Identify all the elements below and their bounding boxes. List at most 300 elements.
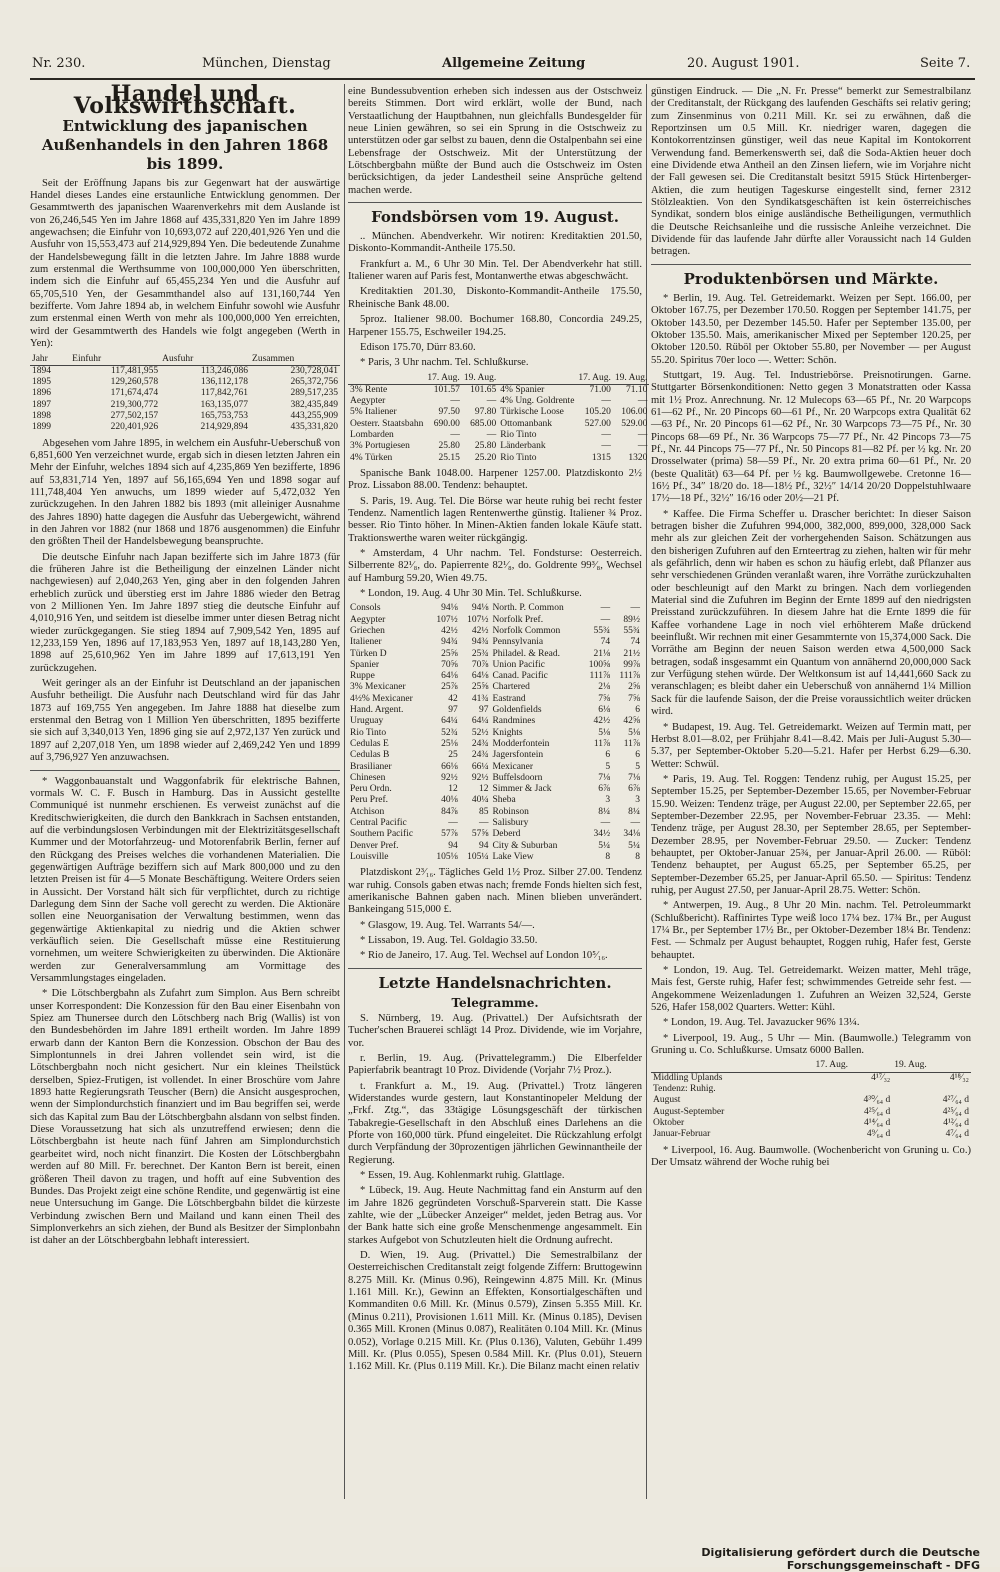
table-cell: — <box>601 441 611 452</box>
table-cell: — <box>486 396 497 407</box>
table-row <box>348 705 642 716</box>
table-header: 19. Aug. <box>614 372 648 383</box>
table-cell: 97.80 <box>474 407 497 418</box>
table-cell: Cedulas E <box>350 738 389 749</box>
table-cell: 94 <box>478 840 489 851</box>
paragraph: * Glasgow, 19. Aug. Tel. Warrants 54/—. <box>360 919 535 931</box>
column-2 <box>348 86 648 1496</box>
table-row <box>348 660 642 671</box>
table-cell: 4% Ung. Goldrente <box>500 396 575 407</box>
table-cell: 74 <box>630 637 640 648</box>
table-header: 17. Aug. <box>813 1060 892 1072</box>
table-cell: 25 <box>448 750 458 761</box>
table-cell: 94⅛ <box>441 603 458 614</box>
table-cell: 24¾ <box>471 738 489 749</box>
table-cell: Türkische Loose <box>500 407 564 418</box>
header-date: 20. August 1901. <box>687 56 800 71</box>
table-cell: 5 <box>635 761 640 772</box>
table-cell: 57⅝ <box>471 829 489 840</box>
table-cell: 92½ <box>441 772 458 783</box>
table-cell: — <box>450 396 460 407</box>
table-cell: 52¾ <box>441 727 458 738</box>
table-cell: 84⅞ <box>441 806 458 817</box>
table-cell: 11⅞ <box>593 738 611 749</box>
table-cell: 171,674,474 <box>110 388 159 399</box>
divider <box>348 968 642 969</box>
table-cell: — <box>600 614 611 625</box>
table-cell: Januar-Februar <box>653 1129 711 1140</box>
table-cell: 382,435,849 <box>290 399 338 410</box>
table-cell: 5⅛ <box>598 727 611 738</box>
table-cell: 42 <box>448 693 458 704</box>
paragraph: Kreditaktien 201.30, Diskonto-Kommandit-Antheile 175.50, Rheinische Bank 48.00. <box>348 286 642 310</box>
table-cell: 219,300,772 <box>110 399 159 410</box>
table-cell: 6⅛ <box>598 705 611 716</box>
paragraph: günstigen Eindruck. — Die „N. Fr. Presse“ bemerkt zur Semestralbilanz der Creditanstalt, der Rückgang des laufenden Geschäfts sei relativ gering; zum Zinsenminus von 0.211 Mill. Kr. sei zu erwähnen, daß die Reportzinsen um 0.5 Mill. Kr. niedriger waren, dagegen die Kontokorrentzinsen günstiger, weil das neue Kapital im Kontokorrent Verwendung fand. Bemerkenswerth sei, daß die Soda-Aktien heuer doch eine Dividende etwa Antheil an den Zinsen liefern, wie im Vorjahre nicht der Fall gewesen sei. Die Creditanstalt besitzt 5915 Stück Hirtenberger-Aktien, die zum heutigen Tageskurse eingestellt sind, ferner 2312 Stölzleaktien. Von den Syndikatsgeschäften ist kein österreichisches Syndikat, sondern blos einige ausländische Betheiligungen, vermuthlich die Deutsche Reichsanleihe und die russische Anleihe verzeichnet. Die Dividende für das laufende Jahr dürfte aller Voraussicht nach 14 Gulden betragen. <box>651 86 971 258</box>
table-cell: 1320 <box>628 452 648 463</box>
paragraph: t. Frankfurt a. M., 19. Aug. (Privattel.) Trotz längeren Widerstandes wurde gestern, laut Konstantinopeler Meldung der „Frkf. Ztg.“, das 33tägige Lösungsgeschäft der türkischen Tabakregie-Gesellschaft in den Abschluß eines Darlehens an die Pforte von 160,000 türk. Pfund eingeleitet. Die Rückzahlung erfolgt durch Verpfändung der 30prozentigen jährlichen Gewinnantheile der Regierung. <box>348 1080 642 1166</box>
table-cell: 4% Türken <box>350 452 393 463</box>
paragraph: .. München. Abendverkehr. Wir notiren: Kreditaktien 201.50, Diskonto-Kommandit-Antheile 175.50. <box>348 231 642 255</box>
table-cell: 3 <box>605 795 611 806</box>
table-header: Einfuhr <box>70 354 160 366</box>
paragraph: * Rio de Janeiro, 17. Aug. Tel. Wechsel auf London 10⁵⁄₁₆. <box>360 950 608 962</box>
table-cell: 111⅞ <box>589 671 611 682</box>
table-header: 17. Aug. <box>427 372 460 383</box>
table-cell: 3% Rente <box>350 384 388 395</box>
table-cell: Chartered <box>492 682 530 693</box>
table-cell: 4¹⁸⁄₃₂ <box>949 1072 969 1083</box>
table-cell: 12 <box>478 784 489 795</box>
table-cell: 100⅝ <box>588 659 611 670</box>
table-cell: Ottomanbank <box>500 418 552 429</box>
table-cell: — <box>637 430 648 441</box>
paragraph: * Liverpool, 16. Aug. Baumwolle. (Wochenbericht von Gruning u. Co.) Der Umsatz während der Woche ruhig bei <box>651 1144 971 1168</box>
subheading: * Paris, 3 Uhr nachm. Tel. Schlußkurse. <box>360 357 529 369</box>
table-cell: Griechen <box>350 625 385 636</box>
table-cell: 214,929,894 <box>200 422 249 433</box>
table-cell: Atchison <box>350 806 385 817</box>
table-header: 19. Aug. <box>892 1060 971 1072</box>
table-cell: 101.65 <box>470 384 497 395</box>
table-cell: 11⅞ <box>623 738 640 749</box>
table-cell: Brasilianer <box>350 761 392 772</box>
table-header: 17. Aug. <box>578 372 611 383</box>
table-row <box>348 739 642 750</box>
paragraph: Stuttgart, 19. Aug. Tel. Industriebörse. Preisnotirungen. Garne. Stuttgarter Börsenkonditionen: Netto gegen 3 Monatstratten oder Kassa mit 1½ Proz. Anrechnung. Nr. 12 Mulecops 63—65 Pf., Nr. 20 Warpcops 61—62 Pf., Nr. 20 Pincops 60—61 Pf., Nr. 20 Warpcops extra Qualität 62—63 Pf., Nr. 20 Pincops 61—62 Pf., Nr. 30 Warpcops 73—75 Pf., Nr. 30 Pincops 68—69 Pf., Nr. 36 Warpcops 75—77 Pf., Nr. 42 Pincops 73—75 Pf., Nr. 44 Pincops 75—77 Pf., Nr. 50 Pincops 81—82 Pf. per ½ kg. Nr. 20 Drosselwater (prima) 58—59 Pf., Nr. 20 extra prima 60—61 Pf., Nr. 20 (beste Qualität) 63—64 Pf. per ½ kg. Baumwollgewebe. Cretonne 16—16½ Pf., 34″ 18/20 do. 18—18½ Pf., 32½″ 14/14 20/20 Doppelstuhlwaare 17½—18 Pf., 32½″ 16/16 oder 20½—21 Pf. <box>651 369 971 505</box>
paragraph: Seit der Eröffnung Japans bis zur Gegenwart hat der auswärtige Handel dieses Landes eine erstaunliche Entwicklung genommen. Der Gesammtwerth des japanischen Waarenverkehrs mit dem Auslande ist von 26,246,545 Yen im Jahre 1868 auf 435,331,820 Yen im Jahre 1899 angewachsen; die Einfuhr von 10,693,072 auf 220,401,926 Yen und die Ausfuhr von 15,553,473 auf 214,929,894 Yen. Die bedeutende Zunahme der Handelsbewegung fällt in die letzten Jahre. Im Jahre 1888 wurde zum erstenmal die Werthsumme von 100,000,000 Yen überschritten, indem sich die Einfuhr auf 65,455,234 Yen und die Ausfuhr auf 65,705,510 Yen, der Gesammthandel also auf 131,160,744 Yen bezifferte. Vom Jahre 1894 ab, in welchem Einfuhr sowohl wie Ausfuhr zum erstenmal einen Werth von mehr als 100,000,000 Yen erreichten, wird der Gesammtwerth des Handels wie folgt angegeben (Werth in Yen): <box>30 177 340 350</box>
table-cell: Knights <box>492 727 523 738</box>
table-cell: 107½ <box>436 614 458 625</box>
paragraph: Abgesehen vom Jahre 1895, in welchem ein Ausfuhr-Ueberschuß von 6,851,600 Yen verzeichnet wurde, ergab sich in diesen letzten Jahren ein Mehr der Einfuhr, welches 1894 sich auf 4,235,869 Yen bezifferte, 1896 auf 53,831,714 Yen, 1897 auf 56,165,694 Yen und 1898 sogar auf 111,748,404 Yen anwuchs, um 1899 wieder auf 5,472,032 Yen zurückzugehen. In den Jahren 1882 bis 1893 (mit alleiniger Ausnahme des Jahres 1890) hatte dagegen die Ausfuhr das Uebergewicht, während in den Jahren vor 1882 (nur 1868 und 1876 ausgenommen) die Einfuhr den größten Theil der Handelsbewegung beanspruchte. <box>30 437 340 548</box>
table-header: Zusammen <box>250 354 340 366</box>
table-cell: 64¼ <box>471 716 489 727</box>
table-cell: 25.15 <box>438 452 460 463</box>
table-cell: 5⅛ <box>628 727 640 738</box>
table-cell: Cedulas B <box>350 750 390 761</box>
table-cell: 25.80 <box>474 441 497 452</box>
table-cell: Deberd <box>492 829 521 840</box>
table-row <box>348 795 642 806</box>
table-cell: 111⅞ <box>619 671 640 682</box>
table-cell: Türken D <box>350 648 387 659</box>
table-cell: 6 <box>635 705 640 716</box>
table-cell: 24¾ <box>471 750 489 761</box>
table-cell: 117,481,955 <box>110 365 159 376</box>
table-cell: 89½ <box>623 614 640 625</box>
table-cell: 105⅛ <box>436 851 458 862</box>
table-row <box>651 1095 971 1106</box>
table-cell: 3 <box>635 795 640 806</box>
paragraph: * Liverpool, 19. Aug., 5 Uhr — Min. (Baumwolle.) Telegramm von Gruning u. Co. Schlußkurse. Umsatz 6000 Ballen. <box>651 1032 971 1057</box>
column-1 <box>30 81 340 1496</box>
table-row <box>348 784 642 795</box>
table-cell: 97 <box>448 705 458 716</box>
table-header-row <box>651 1060 971 1072</box>
table-cell: 1315 <box>591 452 611 463</box>
table-cell: 71.10 <box>625 384 648 395</box>
table-cell: 94 <box>448 840 458 851</box>
paragraph: Platzdiskont 2³⁄₁₆. Tägliches Geld 1½ Proz. Silber 27.00. Tendenz war ruhig. Consols gaben etwas nach; fremde Fonds hielten sich fest, amerikanische Bahnen gaben nach. Minen blieben unverändert. Bankeingang 515,000 £. <box>348 867 642 916</box>
table-row <box>30 422 340 433</box>
table-cell: 685.00 <box>470 418 497 429</box>
table-row <box>348 384 649 396</box>
paragraph: S. Paris, 19. Aug. Tel. Die Börse war heute ruhig bei recht fester Tendenz. Namentlich lagen Rentenwerthe günstig. Italiener ¾ Proz. besser. Rio Tinto höher. In Minen-Aktien fanden lokale Käufe statt. Traktionswerthe waren weiter rückgängig. <box>348 495 642 544</box>
paragraph: D. Wien, 19. Aug. (Privattel.) Die Semestralbilanz der Oesterreichischen Creditanstalt zeigt folgende Ziffern: Bruttogewinn 8.275 Mill. Kr. (Minus 0.96), Reingewinn 4.875 Mill. Kr. (Minus 1.161 Mill. Kr.), Gewinn an Effekten, Konsortialgeschäften und Kommanditen 0.6 Mill. Kr. (Minus 0.579), Zinsen 5.355 Mill. Kr. (Minus 0.211), Provisionen 1.611 Mill. Kr. (Minus 0.185), Devisen 0.365 Mill. Kronen (Minus 0.087), Realitäten 0.104 Mill. Kr. (Minus 0.052), Vorlage 0.215 Mill. Kr. (Plus 0.136), Valuten, Gebühr 1.499 Mill. Kr. (Plus 0.055), Spesen 0.584 Mill. Kr. (Plus 0.01), Steuern 1.162 Mill. Kr. (Plus 0.119 Mill. Kr.). Die Bilanz macht einen relativ <box>348 1250 642 1373</box>
table-cell: 97.50 <box>438 407 460 418</box>
table-cell: 70⅞ <box>471 659 489 670</box>
table-cell: 7⅛ <box>628 772 640 783</box>
table-cell: 4¹⁷⁄₃₂ <box>871 1072 891 1083</box>
table-header-row <box>348 373 649 385</box>
table-cell: 1895 <box>32 377 51 388</box>
table-cell: 220,401,926 <box>110 422 159 433</box>
table-cell: 42½ <box>441 625 458 636</box>
table-cell: — <box>450 430 460 441</box>
table-cell: 97 <box>478 705 489 716</box>
table-cell: 265,372,756 <box>290 377 338 388</box>
table-cell: 3% Mexicaner <box>350 682 406 693</box>
table-cell: 6⅞ <box>598 784 611 795</box>
paragraph: Weit geringer als an der Einfuhr ist Deutschland an der japanischen Ausfuhr betheiligt. Die Ausfuhr nach Deutschland wird für das Jahr 1873 auf 169,755 Yen angegeben. Im Jahre 1888 hat dieselbe zum erstenmal den Betrag von 1 Million Yen überschritten, 1895 bezifferte sie sich auf 3,340,013 Yen, 1896 ging sie auf 2,972,137 Yen zurück und 1897 auf 2,207,018 Yen, um 1898 wieder auf 2,469,242 Yen und 1899 auf 3,796,927 Yen anzuwachsen. <box>30 678 340 764</box>
table-row <box>348 716 642 727</box>
table-cell <box>892 1084 971 1095</box>
table-cell: Ruppe <box>350 671 375 682</box>
table-row <box>348 615 642 626</box>
table-cell: Mexicaner <box>492 761 534 772</box>
table-cell: 4³⁰⁄₆₄ d <box>863 1095 891 1106</box>
table-cell: 40⅛ <box>441 795 458 806</box>
table-cell: 2⅝ <box>628 682 640 693</box>
table-row <box>651 1118 971 1129</box>
table-cell: Italiener <box>350 637 382 648</box>
paragraph: * Lübeck, 19. Aug. Heute Nachmittag fand ein Ansturm auf den im Jahre 1826 gegründeten Vorschuß-Sparverein statt. Die Kasse zahlte, wie der „Lübecker Anzeiger“ meldet, jeden Betrag aus. Vor der Bank hatte sich eine große Menschenmenge angesammelt. Ein starkes Aufgebot von Schutzleuten hielt die Ordnung aufrecht. <box>348 1185 642 1246</box>
table-cell: Rio Tinto <box>500 430 537 441</box>
paragraph: * Berlin, 19. Aug. Tel. Getreidemarkt. Weizen per Sept. 166.00, per Oktober 167.75, per Dezember 170.50. Roggen per September 141.75, per Oktober 143.50, per Dezember 145.50. Hafer per September 135.00, per Oktober 135.50. Mais, amerikanischer Mixed per September 120.25, per Oktober 120.50. Rüböl per Oktober 55.80, per November — per August 55.20. Spiritus 70er loco —. Wetter: Schön. <box>651 292 971 366</box>
table-cell: Norfolk Common <box>492 625 561 636</box>
issue-number: Nr. 230. <box>32 56 86 71</box>
table-cell: 2⅛ <box>598 682 611 693</box>
paragraph: * Waggonbauanstalt und Waggonfabrik für elektrische Bahnen, vormals W. C. F. Busch in Hamburg. Das in Aussicht gestellte Communiqué ist nunmehr erschienen. Es verweist zunächst auf die Kreditschwierigkeiten, die durch den Bankkrach in Sachsen entstanden, auf die verbindungslosen Verbindungen mit der Elektrizitätsgesellschaft Kummer und der Motorfahrzeug- und Motorenfabrik Berlin, ferner auf den Rückgang des Preises welches die vorhandenen Materialien. Die gegenwärtigen Aufträge beziffern sich auf Mark 800,000 und zu den letzten Preisen ist für 4—5 Monate Beschäftigung. Weitere Orders seien in Aussicht. Der Vorstand hält sich für verpflichtet, durch zu richtige Darlegung dem Sinn der Sache voll gerecht zu werden. Die Aktionäre sollen eine Neuorganisation der Verwaltung bestimmen, wenn das gegenwärtige Aktienkapital zu niedrig und die Aktien schwer verkäuflich seien. Die Gesellschaft müsse eine Restituierung vornehmen, um weitere Schwierigkeiten zu überwinden. Die Aktionäre werden zur Generalversammlung am Vormittage des Versammlungstages eingeladen. <box>30 775 340 985</box>
table-row <box>30 388 340 399</box>
table-cell: 52½ <box>471 727 489 738</box>
table-cell: Peru Pref. <box>350 795 388 806</box>
section-title: Handel und Volkswirthschaft. <box>73 81 297 120</box>
table-cell: 101.57 <box>433 384 460 395</box>
table-cell: 25⅛ <box>441 738 458 749</box>
table-cell: 55¾ <box>623 625 640 636</box>
table-cell: Uruguay <box>350 716 384 727</box>
table-cell: Philadel. & Read. <box>492 648 560 659</box>
table-cell: 71.00 <box>589 384 611 395</box>
table-cell: 1894 <box>32 365 51 376</box>
table-cell: Goldenfields <box>492 705 542 716</box>
table-cell: Denver Pref. <box>350 840 399 851</box>
table-cell: 277,502,157 <box>110 410 159 421</box>
cotton-quotes-table <box>651 1060 971 1140</box>
table-row <box>348 841 642 852</box>
table-cell: Robinson <box>492 806 529 817</box>
table-row <box>348 649 642 660</box>
table-cell: — <box>600 817 611 828</box>
table-row <box>348 441 649 452</box>
table-cell: 55¾ <box>593 625 611 636</box>
table-cell: Modderfontein <box>492 738 550 749</box>
table-cell: Aegypter <box>350 614 386 625</box>
table-row <box>348 419 649 430</box>
subsection-title: Telegramme. <box>451 995 539 1010</box>
table-header <box>498 373 576 385</box>
table-row <box>348 829 642 840</box>
london-quotes-table <box>348 603 642 863</box>
table-cell: Jagersfontein <box>492 750 544 761</box>
table-row <box>30 365 340 377</box>
table-cell: 74 <box>600 637 611 648</box>
table-row <box>30 400 340 411</box>
table-cell: 57⅞ <box>441 829 458 840</box>
table-cell: 40¼ <box>471 795 489 806</box>
table-cell: Southern Pacific <box>350 829 414 840</box>
table-cell: Länderbank <box>500 441 546 452</box>
table-cell: 690.00 <box>433 418 460 429</box>
table-cell: 41¾ <box>471 693 489 704</box>
table-cell: Pennsylvania <box>492 637 544 648</box>
table-cell: Rio Tinto <box>500 452 537 463</box>
table-row <box>348 430 649 441</box>
table-cell: 64⅛ <box>471 671 489 682</box>
table-cell: 5¼ <box>628 840 640 851</box>
table-cell: — <box>601 396 611 407</box>
table-cell: 4⁹⁄₆₄ d <box>866 1129 891 1140</box>
table-row <box>348 807 642 818</box>
column-divider <box>344 84 345 1499</box>
paragraph: S. Nürnberg, 19. Aug. (Privattel.) Der Aufsichtsrath der Tucher'schen Brauerei schlägt 14 Proz. Dividende, wie im Vorjahre, vor. <box>348 1012 642 1049</box>
table-cell: 7⅝ <box>628 693 640 704</box>
table-cell: City & Suburban <box>492 840 558 851</box>
table-cell: 435,331,820 <box>290 422 338 433</box>
table-row <box>348 603 642 614</box>
table-cell: 12 <box>448 784 458 795</box>
table-cell: 94⅛ <box>471 603 489 614</box>
table-cell: 4²⁵⁄₆₄ d <box>942 1106 969 1117</box>
table-cell: — <box>486 430 497 441</box>
table-cell: 1899 <box>32 422 51 433</box>
table-cell: 25⅝ <box>441 648 458 659</box>
table-header: 19. Aug. <box>463 372 497 383</box>
table-cell: 64¼ <box>441 716 458 727</box>
paragraph: * Die Lötschbergbahn als Zufahrt zum Simplon. Aus Bern schreibt unser Korrespondent: Die Konzession für den Bau einer Eisenbahn von Spiez am Thunersee durch den Lötschberg nach Brig (Wallis) ist von den Bundesbehörden im Jahre 1891 ertheilt worden. Im Jahre 1899 erwarb dann der Kanton Bern die Konzession. Obschon der Bau des Simplontunnels in drei Jahren vollendet sein wird, ist die Lötschbergbahn noch nicht gesichert. Nur ein kleines Theilstück derselben, Spiez-Frutigen, ist vollendet. In einer Broschüre vom Jahre 1893 hatte Regierungsrath Teuscher (Bern) die Ansicht ausgesprochen, wenn der Simplondurchstich finanziert und im Bau begriffen sei, werde sich das Kapital zum Bau der Lötschbergbahn alsdann von selbst finden. Diese Voraussetzung hat sich als unzutreffend erwiesen; denn die Lötschbergbahn ist heute nach fünf Jahren am Simplondurchstich gearbeitet wird, noch nicht finanzirt. Die Kosten der Lötschbergbahn werden auf 80 Mill. Fr. berechnet. Der Kanton Bern ist bereit, einen größeren Theil davon zu tragen, und hofft auf eine Subvention des Bundes. Das Projekt zeigt eine schöne Rendite, und gegenwärtig ist eine neue Untersuchung im Gange. Die Lötschbergbahn bildet die kürzeste Verbindung zwischen Bern und Mailand und kann einen Theil des Simplonverkehrs an sich ziehen, der Bund als Besitzer der Simplonbahn ist daher an der Lötschbergbahn lebhaft interessiert. <box>30 988 340 1247</box>
table-cell: 66¼ <box>471 761 489 772</box>
table-cell: 4½% Mexicaner <box>350 693 413 704</box>
table-cell: Sheba <box>492 795 516 806</box>
table-cell: 25⅞ <box>441 682 458 693</box>
table-cell: 42⅝ <box>623 716 640 727</box>
table-cell: 99⅞ <box>623 659 640 670</box>
table-cell: Louisville <box>350 851 389 862</box>
table-cell: — <box>630 603 640 614</box>
table-cell: 107½ <box>467 614 489 625</box>
table-row <box>348 750 642 761</box>
table-cell: Lombarden <box>350 430 394 441</box>
table-cell: 42½ <box>593 716 611 727</box>
paragraph: * Essen, 19. Aug. Kohlenmarkt ruhig. Glattlage. <box>360 1170 565 1182</box>
table-cell: Aegypter <box>350 396 386 407</box>
table-cell: Chinesen <box>350 772 386 783</box>
table-cell: Oesterr. Staatsbahn <box>350 418 424 429</box>
table-cell: 113,246,086 <box>200 365 249 376</box>
section-title: Produktenbörsen und Märkte. <box>683 269 939 288</box>
table-cell: 105¼ <box>467 851 489 862</box>
table-row <box>348 852 642 863</box>
table-row <box>30 377 340 388</box>
table-cell: — <box>630 817 640 828</box>
trade-table <box>30 354 340 434</box>
table-cell: Oktober <box>653 1117 685 1128</box>
table-row <box>348 407 649 418</box>
table-cell: 85 <box>478 806 489 817</box>
table-cell: Central Pacific <box>350 817 407 828</box>
table-row <box>348 626 642 637</box>
table-cell: Lake View <box>492 851 534 862</box>
table-cell: 94¾ <box>441 637 458 648</box>
table-cell <box>813 1084 892 1095</box>
paragraph: * Budapest, 19. Aug. Tel. Getreidemarkt. Weizen auf Termin matt, per Herbst 8.01—8.02, per Frühjahr 8.41—8.42. Mais per Juli-August 5.30—5.37, per September-Oktober 5.20—5.21. Hafer per Herbst 6.29—6.30. Wetter: Schwül. <box>651 721 971 770</box>
page-number: Seite 7. <box>920 56 971 71</box>
table-row <box>348 728 642 739</box>
table-cell: 1896 <box>32 388 51 399</box>
table-cell: 25.20 <box>474 452 497 463</box>
table-cell: Norfolk Pref. <box>492 614 544 625</box>
paragraph: 5proz. Italiener 98.00. Bochumer 168.80, Concordia 249.25, Harpener 155.75, Eschweiler 194.25. <box>348 314 642 338</box>
table-cell: Rio Tinto <box>350 727 387 738</box>
paragraph: Spanische Bank 1048.00. Harpener 1257.00. Platzdiskonto 2½ Proz. Lissabon 88.00. Tendenz: behauptet. <box>348 467 642 492</box>
table-cell: Simmer & Jack <box>492 784 552 795</box>
table-row <box>348 818 642 829</box>
paris-quotes-table <box>348 373 649 464</box>
table-row <box>348 773 642 784</box>
table-cell: 8¼ <box>598 806 611 817</box>
table-cell: — <box>448 817 458 828</box>
table-cell: 117,842,761 <box>200 388 249 399</box>
newspaper-title: Allgemeine Zeitung <box>442 56 586 71</box>
table-cell: Buffelsdoorn <box>492 772 543 783</box>
table-cell: Peru Ordn. <box>350 784 392 795</box>
table-cell: 289,517,235 <box>290 388 338 399</box>
table-cell: 4% Spanier <box>500 384 545 395</box>
table-row <box>348 762 642 773</box>
table-row <box>30 411 340 422</box>
table-header: Ausfuhr <box>160 354 250 366</box>
table-cell: Salisbury <box>492 817 529 828</box>
header-place-date: München, Dienstag <box>202 56 331 71</box>
section-title: Letzte Handelsnachrichten. <box>378 973 612 992</box>
table-cell: 163,135,077 <box>200 399 249 410</box>
paragraph: eine Bundessubvention erheben sich indessen aus der Ostschweiz bereits Stimmen. Dort wird erklärt, wolle der Bund, nach Verstaatlichung der Hauptbahnen, nun gleichfalls Bundesgelder für neue Linien gewähren, so sei ein Sprung in die Ostschweiz zu unterstützen oder gar selbst zu bauen, denn die Ostalpenbahn sei eine Lebensfrage der Ostschweiz. Mit der Unterstützung der Lötschbergbahn müßte der Bund auch die Ostschweiz im Osten berücksichtigen, da jeder Landestheil seine Ansprüche geltend machen werde. <box>348 86 642 196</box>
table-row <box>651 1129 971 1140</box>
table-header <box>348 373 425 385</box>
table-cell: 136,112,178 <box>200 377 249 388</box>
table-cell: 5¼ <box>598 840 611 851</box>
paragraph: * London, 19. Aug. Tel. Javazucker 96% 13¼. <box>663 1017 860 1029</box>
paragraph: * Kaffee. Die Firma Scheffer u. Drascher berichtet: In dieser Saison betragen bisher die Zufuhren 994,000, 382,000, 899,000, 328,000 Sack mehr als zur gleichen Zeit der vorhergehenden Saison. Schätzungen aus den bisherigen Zufuhren auf den Ernteertrag zu ziehen, halten wir für mehr als gefährlich, denn wir haben es schon zu häufig erlebt, daß Pflanzer aus sehr verschiedenen Gründen veranlaßt waren, ihre Vorräthe zurückzuhalten oder beschleunigt auf den Markt zu bringen. Nach dem vorliegenden Material sind die Zufuhren im Beginn der Ernte 1899 auf den niedrigsten Preisstand zurückzuführen. In diesem Jahre hat die Ernte 1899 die für Kaffee vorhandene Lage in noch viel erhöhterem Maße drückend beeinflußt. Wir rechnen mit einer Gesammternte von 15,374,000 Sack. Die Vorräthe am Beginn der neuen Saison werden etwa 4,500,000 Sack betragen, sodaß insgesammt ein Quantum von annähernd 20,000,000 Sack zur Verfügung stehen würde. Der Weltkonsum ist auf 14,441,660 Sack zu veranschlagen; es bleibt daher ein Ueberschuß von annähernd 1¼ Million Sack für die laufende Saison, der die Preise voraussichtlich weiter drücken wird. <box>651 508 971 718</box>
table-cell: Eastrand <box>492 693 526 704</box>
table-row <box>348 637 642 648</box>
table-cell: Randmines <box>492 716 536 727</box>
column-divider <box>646 84 647 1499</box>
table-cell: 6⅞ <box>628 784 640 795</box>
table-cell: Middling Uplands <box>653 1072 723 1083</box>
table-cell: 1897 <box>32 399 51 410</box>
table-cell: 94¾ <box>471 637 489 648</box>
paragraph: Die deutsche Einfuhr nach Japan bezifferte sich im Jahre 1873 (für die früheren Jahre ist die Betheiligung der einzelnen Länder nicht nachgewiesen) auf 2,040,263 Yen, ging aber in den folgenden Jahren erheblich zurück und überstieg erst im Jahre 1886 wieder den Betrag von 2 Millionen Yen. Im Jahre 1897 stieg die deutsche Einfuhr auf 4,010,916 Yen, und seitdem ist dieselbe immer unter diesen Betrag nicht wieder zurückgegangen. Sie stieg 1894 auf 7,909,542 Yen, 1895 auf 12,233,159 Yen, 1896 auf 17,183,953 Yen, 1897 auf 18,143,280 Yen, 1898 auf 25,610,962 Yen im Jahre 1899 auf 17,613,191 Yen zurückzugehen. <box>30 551 340 674</box>
table-row <box>651 1084 971 1095</box>
table-cell: 8 <box>605 851 611 862</box>
article-title: Entwicklung des japanischen Außenhandels in den Jahren 1868 bis 1899. <box>41 116 329 173</box>
paragraph: * Paris, 19. Aug. Tel. Roggen: Tendenz ruhig, per August 15.25, per September 15.25, per September-Dezember 15.65, per November-Februar 15.90. Weizen: Tendenz träge, per August 22.00, per September 22.65, per September-Dezember 22.95, per November-Februar 23.35. — Mehl: Tendenz träge, per August 28.30, per September 28.65, per September-Dezember 28.95, per November-Februar 29.50. — Zucker: Tendenz behauptet, per Oktober-Januar 25¾, per Januar-April 26.00. — Rüböl: Tendenz behauptet, per August 65.25, per September 65.25, per September-Dezember 65.25, per Januar-April 65.50. — Spiritus: Tendenz ruhig, per August 27.50, per Januar-April 28.75. Wetter: Schön. <box>651 773 971 896</box>
paragraph: Edison 175.70, Dürr 83.60. <box>360 341 476 353</box>
table-cell: 165,753,753 <box>200 410 249 421</box>
table-cell: 230,728,041 <box>290 365 338 376</box>
table-cell: Tendenz: Ruhig. <box>653 1084 716 1095</box>
section-title: Fondsbörsen vom 19. August. <box>371 208 619 227</box>
subheading: * London, 19. Aug. 4 Uhr 30 Min. Tel. Schlußkurse. <box>360 588 582 599</box>
table-cell: — <box>601 430 611 441</box>
table-cell: North. P. Common <box>492 603 564 614</box>
table-cell: 21½ <box>623 648 640 659</box>
table-cell: 4⁷⁄₆₄ d <box>945 1129 969 1140</box>
table-cell: 21⅛ <box>593 648 611 659</box>
table-row <box>651 1072 971 1084</box>
table-cell: — <box>637 441 648 452</box>
table-cell: 7⅝ <box>598 693 611 704</box>
table-cell: — <box>478 817 489 828</box>
table-cell: Spanier <box>350 659 380 670</box>
table-cell: 25¾ <box>471 648 489 659</box>
table-row <box>348 396 649 407</box>
table-cell: 3% Portugiesen <box>350 441 410 452</box>
table-cell: Consols <box>350 603 381 614</box>
table-cell: 105.20 <box>584 407 611 418</box>
paragraph: Frankfurt a. M., 6 Uhr 30 Min. Tel. Der Abendverkehr hat still. Italiener waren auf Paris fest, Montanwerthe etwas abgeschwächt. <box>348 258 642 283</box>
paragraph: * London, 19. Aug. Tel. Getreidemarkt. Weizen matter, Mehl träge, Mais fest, Gerste ruhig, Hafer fest; schwimmendes Getreide sehr fest. — Angekommene Weizenladungen 1. Zufuhren an Weizen 32,524, Gerste 526, Hafer 158,002 Quarters. Wetter: Kühl. <box>651 965 971 1014</box>
table-cell: 4¹²⁄₆₄ d <box>943 1117 969 1128</box>
divider <box>30 770 340 771</box>
page-header <box>32 56 982 78</box>
table-cell: 70⅝ <box>441 659 458 670</box>
table-cell: Canad. Pacific <box>492 671 548 682</box>
table-cell: 1898 <box>32 410 51 421</box>
paragraph: * Lissabon, 19. Aug. Tel. Goldagio 33.50. <box>360 934 538 946</box>
